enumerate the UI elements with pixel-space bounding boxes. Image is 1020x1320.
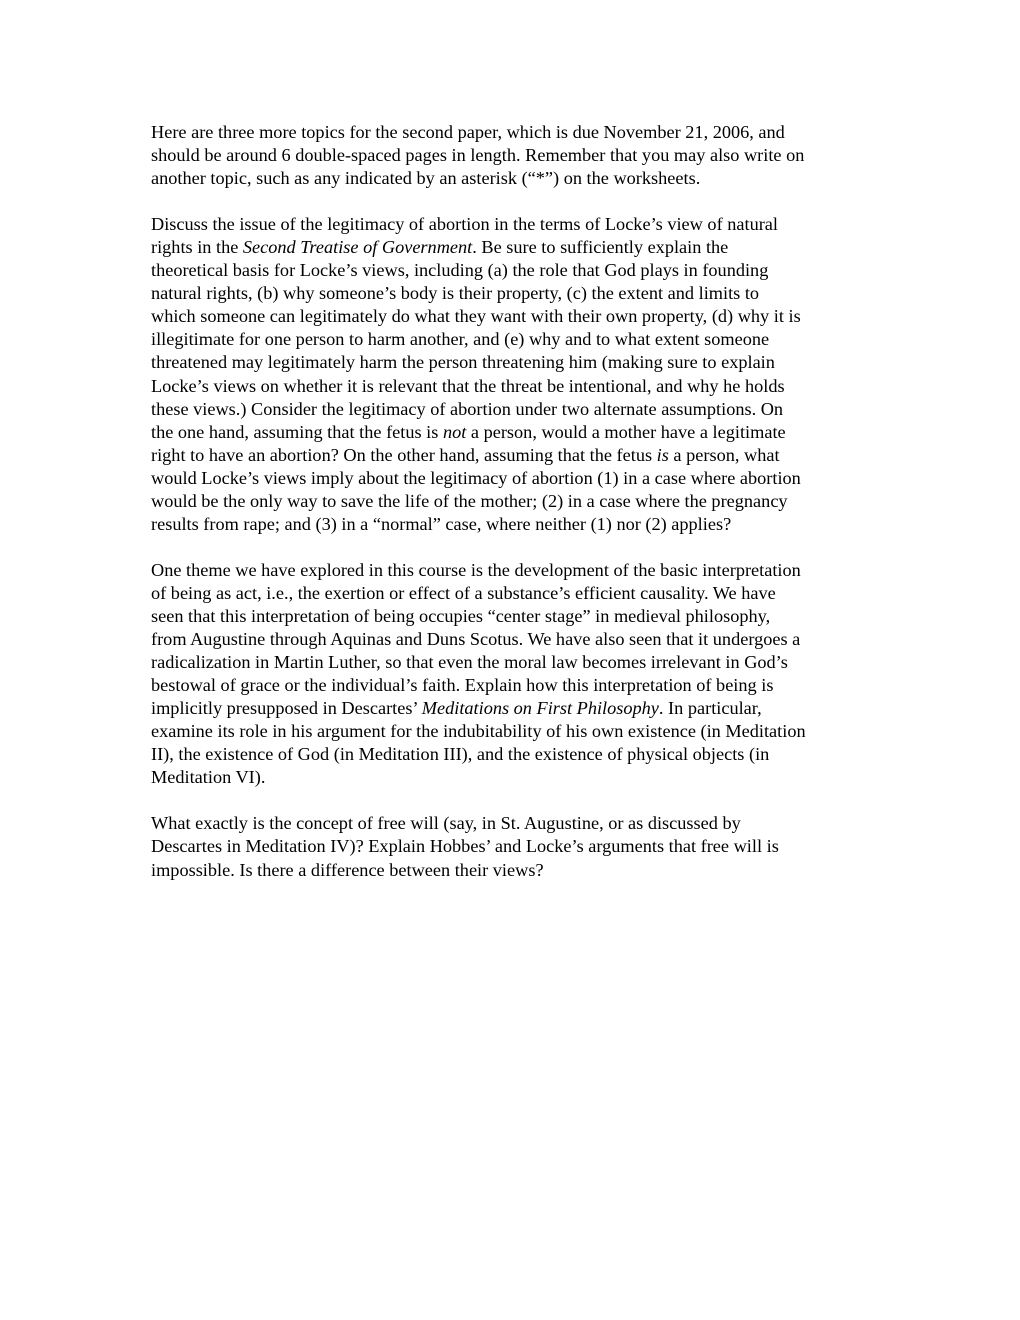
- text-line: Here are three more topics for the second paper, which is due November 21, 2006, and: [151, 122, 785, 142]
- text-line: another topic, such as any indicated by an asterisk (“*”) on the worksheets.: [151, 168, 701, 189]
- topic-locke-paragraph: [151, 213, 881, 536]
- text-line: of being as act, i.e., the exertion or effect of a substance’s efficient causality. We have: [151, 582, 776, 603]
- text-line: What exactly is the concept of free will (say, in St. Augustine, or as discussed by: [151, 813, 741, 834]
- text-line: right to have an abortion? On the other hand, assuming that the fetus is a person, what: [151, 444, 780, 465]
- document-page: [151, 121, 881, 905]
- text-line: should be around 6 double-spaced pages in length. Remember that you may also write on: [151, 145, 805, 166]
- text-line: threatened may legitimately harm the person threatening him (making sure to explain: [151, 352, 775, 373]
- text-line: One theme we have explored in this course is the development of the basic interpretation: [151, 559, 801, 580]
- text-line: would Locke’s views imply about the legitimacy of abortion (1) in a case where abortion: [151, 467, 801, 488]
- text-line: illegitimate for one person to harm another, and (e) why and to what extent someone: [151, 329, 770, 350]
- text-line: bestowal of grace or the individual’s faith. Explain how this interpretation of being is: [151, 675, 774, 696]
- intro-paragraph: [151, 121, 881, 190]
- text-line: seen that this interpretation of being occupies “center stage” in medieval philosophy,: [151, 605, 771, 626]
- text-line: radicalization in Martin Luther, so that even the moral law becomes irrelevant in God’s: [151, 652, 788, 673]
- text-line: examine its role in his argument for the indubitability of his own existence (in Meditation: [151, 721, 806, 742]
- text-line: Locke’s views on whether it is relevant that the threat be intentional, and why he holds: [151, 375, 785, 396]
- text-line: these views.) Consider the legitimacy of abortion under two alternate assumptions. On: [151, 398, 784, 419]
- text-line: which someone can legitimately do what they want with their own property, (d) why it is: [151, 306, 801, 327]
- text-line: implicitly presupposed in Descartes’ Meditations on First Philosophy. In particular,: [151, 698, 762, 719]
- text-line: II), the existence of God (in Meditation III), and the existence of physical objects (in: [151, 744, 770, 765]
- topic-being-paragraph: [151, 559, 881, 789]
- book-title: Meditations on First Philosophy: [421, 698, 659, 719]
- topic-freewill-paragraph: [151, 812, 881, 881]
- book-title: Second Treatise of Government: [242, 237, 473, 258]
- text-line: Descartes in Meditation IV)? Explain Hobbes’ and Locke’s arguments that free will is: [151, 836, 779, 857]
- emphasis: is: [656, 444, 669, 465]
- text-line: would be the only way to save the life of the mother; (2) in a case where the pregnancy: [151, 490, 788, 511]
- text-line: rights in the Second Treatise of Government. Be sure to sufficiently explain the: [151, 237, 729, 258]
- text-line: from Augustine through Aquinas and Duns Scotus. We have also seen that it undergoes a: [151, 629, 801, 650]
- text-line: theoretical basis for Locke’s views, including (a) the role that God plays in founding: [151, 260, 769, 281]
- text-line: impossible. Is there a difference between their views?: [151, 859, 544, 880]
- text-line: results from rape; and (3) in a “normal” case, where neither (1) nor (2) applies?: [151, 513, 732, 534]
- text-line: the one hand, assuming that the fetus is not a person, would a mother have a legitimate: [151, 421, 786, 442]
- emphasis: not: [442, 421, 467, 442]
- text-line: Meditation VI).: [151, 767, 266, 788]
- text-line: Discuss the issue of the legitimacy of abortion in the terms of Locke’s view of natural: [151, 214, 778, 235]
- text-line: natural rights, (b) why someone’s body is their property, (c) the extent and limits to: [151, 283, 760, 304]
